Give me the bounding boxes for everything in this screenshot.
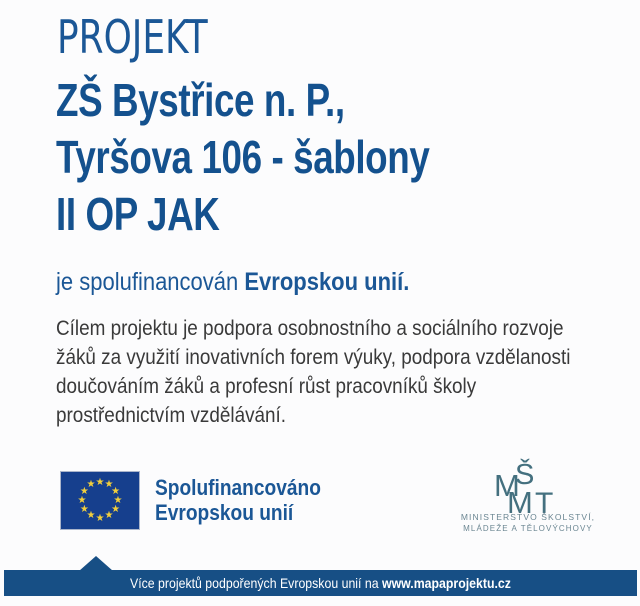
kicker-projekt: PROJEKT <box>57 10 208 64</box>
msmt-monogram-letter: T <box>535 487 554 520</box>
msmt-monogram-letter: Š <box>515 459 535 491</box>
eu-star-icon: ★ <box>79 503 89 515</box>
msmt-caption <box>443 512 613 534</box>
msmt-monogram-letter: M <box>494 468 520 503</box>
eu-star-icon: ★ <box>86 478 96 490</box>
description-line-3: doučováním žáků a profesní růst pracovníků školy <box>56 375 477 398</box>
footer-bar <box>4 570 637 596</box>
title-line-3: II OP JAK <box>56 188 220 240</box>
cofinance-subtitle <box>56 266 409 298</box>
eu-star-icon: ★ <box>77 494 87 506</box>
subtitle-bold-text: Evropskou unií. <box>244 268 410 296</box>
description-line-4: prostřednictvím vzdělávání. <box>56 404 287 427</box>
subtitle-regular-text: je spolufinancován <box>56 268 245 296</box>
eu-star-icon: ★ <box>79 485 89 497</box>
msmt-caption-line-2: MLÁDEŽE A TĚLOVÝCHOVY <box>463 524 593 533</box>
project-title <box>56 72 429 243</box>
title-line-2: Tyršova 106 - šablony <box>56 131 430 183</box>
msmt-monogram-letter: M <box>507 485 533 520</box>
eu-label-line-1: Spolufinancováno <box>155 475 321 500</box>
description-line-1: Cílem projektu je podpora osobnostního a sociálního rozvoje <box>56 317 564 340</box>
footer-url-text: www.mapaprojektu.cz <box>382 575 511 591</box>
eu-star-icon: ★ <box>111 485 121 497</box>
eu-star-icon: ★ <box>95 476 105 488</box>
eu-cofinance-label <box>155 475 321 525</box>
footer-pointer-triangle <box>79 556 113 571</box>
eu-star-icon: ★ <box>86 510 96 522</box>
eu-flag-icon <box>61 472 139 529</box>
eu-star-icon: ★ <box>113 494 123 506</box>
eu-star-icon: ★ <box>95 512 105 524</box>
eu-star-icon: ★ <box>104 478 114 490</box>
eu-star-icon: ★ <box>111 503 121 515</box>
description-line-2: žáků za využití inovativních forem výuky, podpora vzdělanosti <box>56 346 571 369</box>
footer-text <box>130 575 511 591</box>
eu-label-line-2: Evropskou unií <box>155 500 294 525</box>
msmt-caption-line-1: MINISTERSTVO ŠKOLSTVÍ, <box>460 512 596 522</box>
footer-prefix-text: Více projektů podpořených Evropskou unií na <box>130 575 383 591</box>
eu-flag-stars <box>61 472 139 529</box>
eu-star-icon: ★ <box>104 510 114 522</box>
title-line-1: ZŠ Bystřice n. P., <box>56 74 345 126</box>
project-description <box>56 314 570 430</box>
msmt-monogram-icon <box>494 459 569 520</box>
